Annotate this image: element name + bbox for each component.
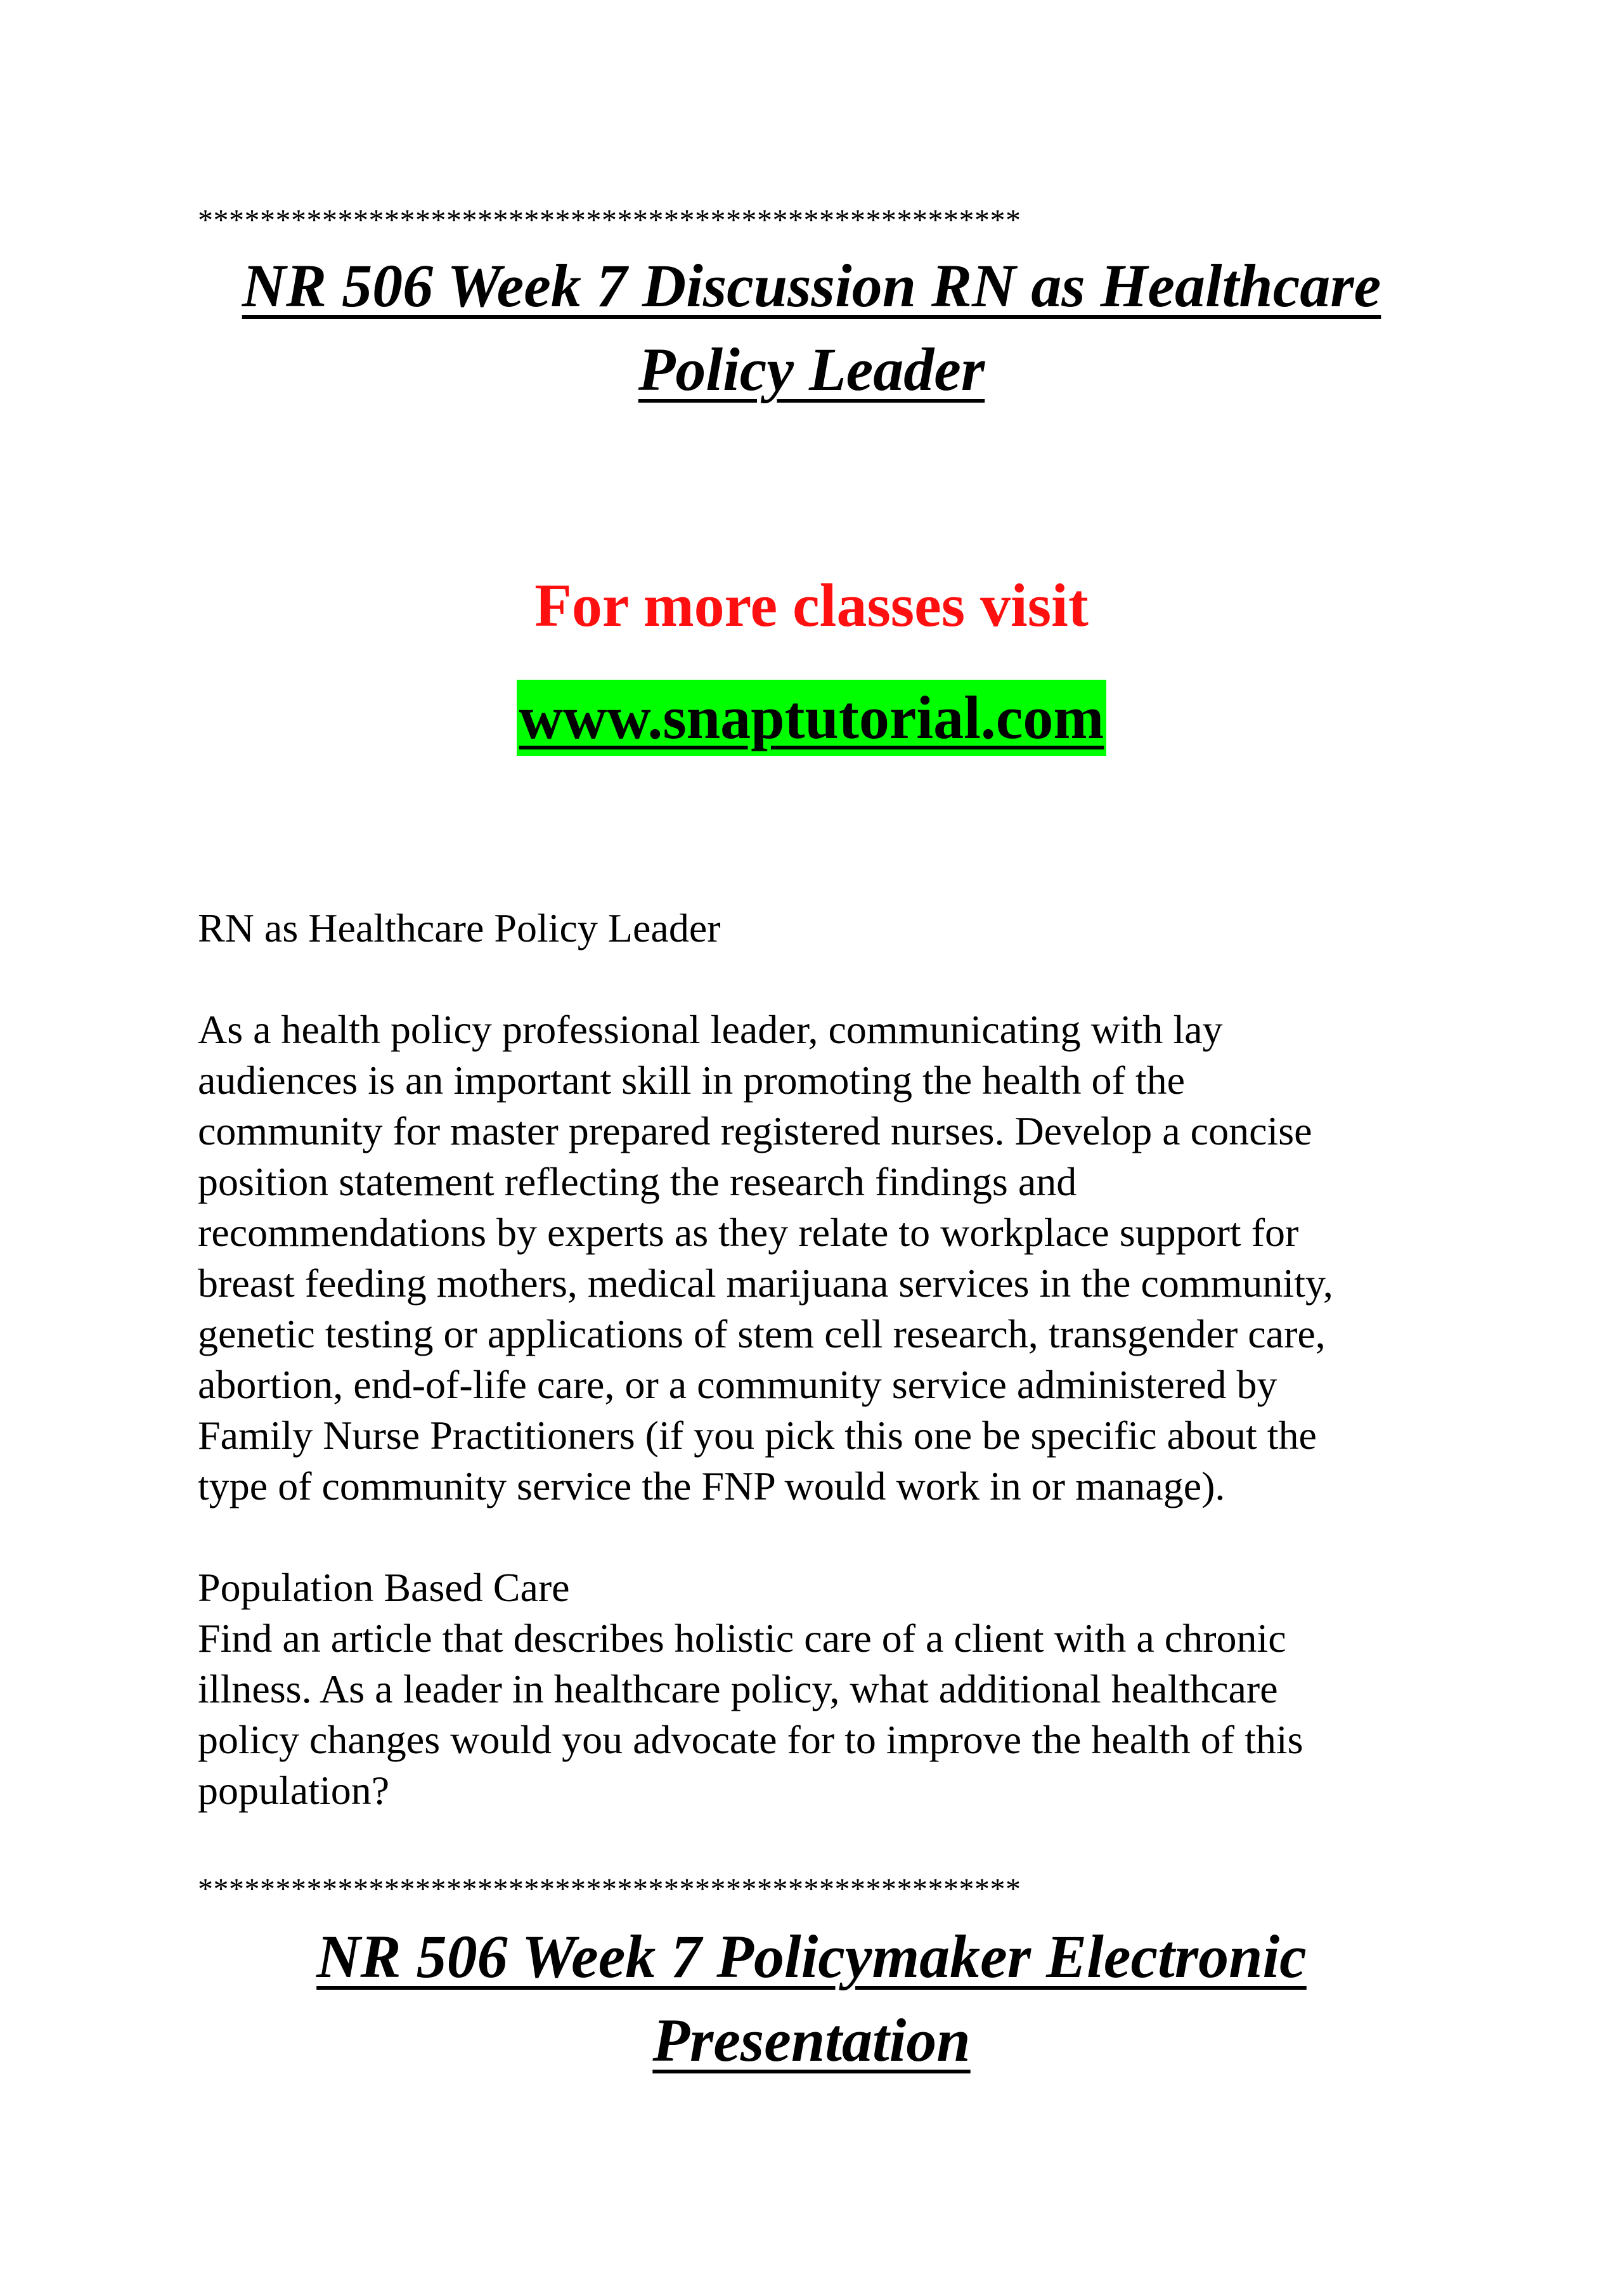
separator-bottom: ***************************************************** — [198, 1872, 1021, 1906]
content-paragraph-2: Find an article that describes holistic care of a client with a chronic illness. As a leader in healthcare policy, what additional healthcare policy changes would you advocate for to improve the health of this population? — [198, 1616, 1303, 1813]
content-paragraph-1: As a health policy professional leader, communicating with lay audiences is an important skill in promoting the health of the community for master prepared registered nurses. Develop a concise position statement reflecting the research findings and recommendations by experts as they relate to workplace support for breast feeding mothers, medical marijuana services in the community, genetic testing or applications of stem cell research, transgender care, abortion, end-of-life care, or a community service administered by Family Nurse Practitioners (if you pick this one be specific about the type of community service the FNP would work in or manage). — [198, 1007, 1333, 1508]
separator-top: ***************************************************** — [198, 204, 1021, 237]
section2-title-line2: Presentation — [652, 2006, 971, 2074]
content-heading: RN as Healthcare Policy Leader — [198, 905, 721, 950]
section2-title-line1: NR 506 Week 7 Policymaker Electronic — [316, 1923, 1307, 1990]
section1-title — [190, 244, 1433, 412]
section1-title-line1: NR 506 Week 7 Discussion RN as Healthcare — [242, 252, 1381, 320]
section2-title — [190, 1915, 1433, 2082]
promo-link-wrap — [190, 680, 1433, 756]
snaptutorial-link[interactable]: www.snaptutorial.com — [517, 680, 1107, 756]
promo-text: For more classes visit — [534, 571, 1089, 639]
section1-title-line2: Policy Leader — [638, 335, 985, 403]
content-subheading: Population Based Care — [198, 1565, 570, 1610]
